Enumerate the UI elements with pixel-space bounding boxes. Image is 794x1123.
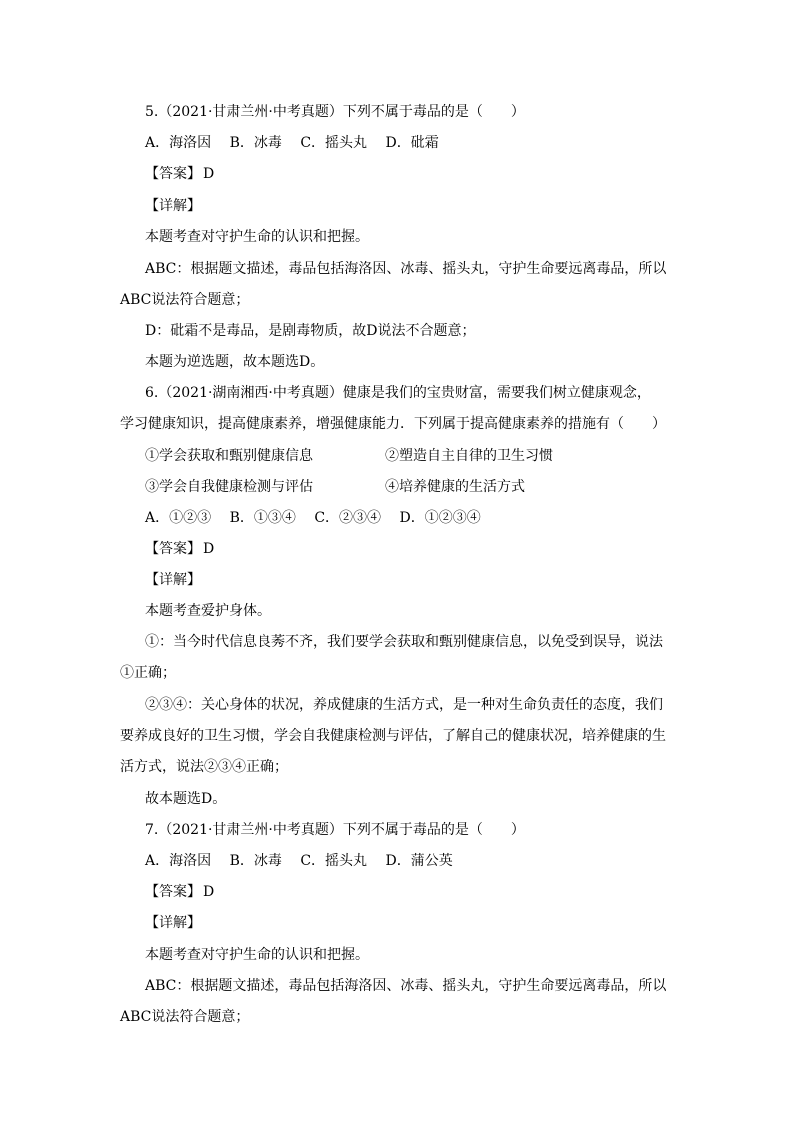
explanation-line: ①正确； bbox=[120, 665, 176, 681]
option-a: A．海洛因 bbox=[145, 135, 212, 151]
answer-label: 【答案】 bbox=[145, 166, 201, 182]
explanation-line: 活方式，说法②③④正确； bbox=[120, 759, 288, 775]
question-5-answer bbox=[145, 165, 214, 183]
explanation-line: 本题考查对守护生命的认识和把握。 bbox=[145, 229, 369, 245]
option-a: A．海洛因 bbox=[145, 853, 212, 869]
question-5-stem: 5.（2021·甘肃兰州·中考真题）下列不属于毒品的是（ ） bbox=[145, 104, 525, 120]
answer-label: 【答案】 bbox=[145, 884, 201, 900]
question-6-answer bbox=[145, 540, 214, 558]
question-6-item-4: ④培养健康的生活方式 bbox=[385, 479, 525, 495]
explanation-line: 故本题选D。 bbox=[145, 791, 227, 807]
explanation-line: ABC说法符合题意； bbox=[120, 292, 250, 308]
question-6-detail-label: 【详解】 bbox=[145, 572, 201, 588]
question-6-stem-line-1: 6.（2021·湖南湘西·中考真题）健康是我们的宝贵财富，需要我们树立健康观念， bbox=[145, 385, 651, 401]
question-6-item-3: ③学会自我健康检测与评估 bbox=[145, 479, 313, 495]
explanation-line: 本题考查对守护生命的认识和把握。 bbox=[145, 947, 369, 963]
explanation-line: ABC：根据题文描述，毒品包括海洛因、冰毒、摇头丸，守护生命要远离毒品，所以 bbox=[145, 978, 667, 994]
option-b: B．冰毒 bbox=[229, 853, 282, 869]
explanation-line: D：砒霜不是毒品，是剧毒物质，故D说法不合题意； bbox=[145, 323, 476, 339]
question-6-options bbox=[145, 509, 495, 527]
option-c: C．摇头丸 bbox=[300, 135, 368, 151]
option-b: B．冰毒 bbox=[229, 135, 282, 151]
answer-value: D bbox=[203, 541, 215, 557]
answer-value: D bbox=[203, 166, 215, 182]
explanation-line: 本题为逆选题，故本题选D。 bbox=[145, 354, 325, 370]
option-b: B．①③④ bbox=[229, 510, 296, 526]
option-c: C．②③④ bbox=[314, 510, 382, 526]
option-c: C．摇头丸 bbox=[300, 853, 368, 869]
question-7-stem: 7.（2021·甘肃兰州·中考真题）下列不属于毒品的是（ ） bbox=[145, 822, 525, 838]
question-6-stem-line-2: 学习健康知识，提高健康素养，增强健康能力．下列属于提高健康素养的措施有（ ） bbox=[120, 416, 666, 432]
option-d: D．①②③④ bbox=[399, 510, 481, 526]
option-a: A．①②③ bbox=[145, 510, 212, 526]
question-5-options bbox=[145, 134, 453, 152]
explanation-line: ABC：根据题文描述，毒品包括海洛因、冰毒、摇头丸，守护生命要远离毒品，所以 bbox=[145, 261, 667, 277]
explanation-line: 本题考查爱护身体。 bbox=[145, 603, 271, 619]
question-5-detail-label: 【详解】 bbox=[145, 198, 201, 214]
question-6-item-1: ①学会获取和甄别健康信息 bbox=[145, 448, 313, 464]
question-7-answer bbox=[145, 883, 214, 901]
explanation-line: ①：当今时代信息良莠不齐，我们要学会获取和甄别健康信息，以免受到误导，说法 bbox=[145, 634, 663, 650]
answer-value: D bbox=[203, 884, 215, 900]
question-7-options bbox=[145, 852, 467, 870]
answer-label: 【答案】 bbox=[145, 541, 201, 557]
explanation-line: ②③④：关心身体的状况，养成健康的生活方式，是一种对生命负责任的态度，我们 bbox=[145, 697, 663, 713]
option-d: D．砒霜 bbox=[385, 135, 439, 151]
explanation-line: ABC说法符合题意； bbox=[120, 1009, 250, 1025]
question-6-item-2: ②塑造自主自律的卫生习惯 bbox=[385, 448, 553, 464]
question-7-detail-label: 【详解】 bbox=[145, 915, 201, 931]
option-d: D．蒲公英 bbox=[385, 853, 453, 869]
explanation-line: 要养成良好的卫生习惯，学会自我健康检测与评估，了解自己的健康状况，培养健康的生 bbox=[120, 728, 666, 744]
